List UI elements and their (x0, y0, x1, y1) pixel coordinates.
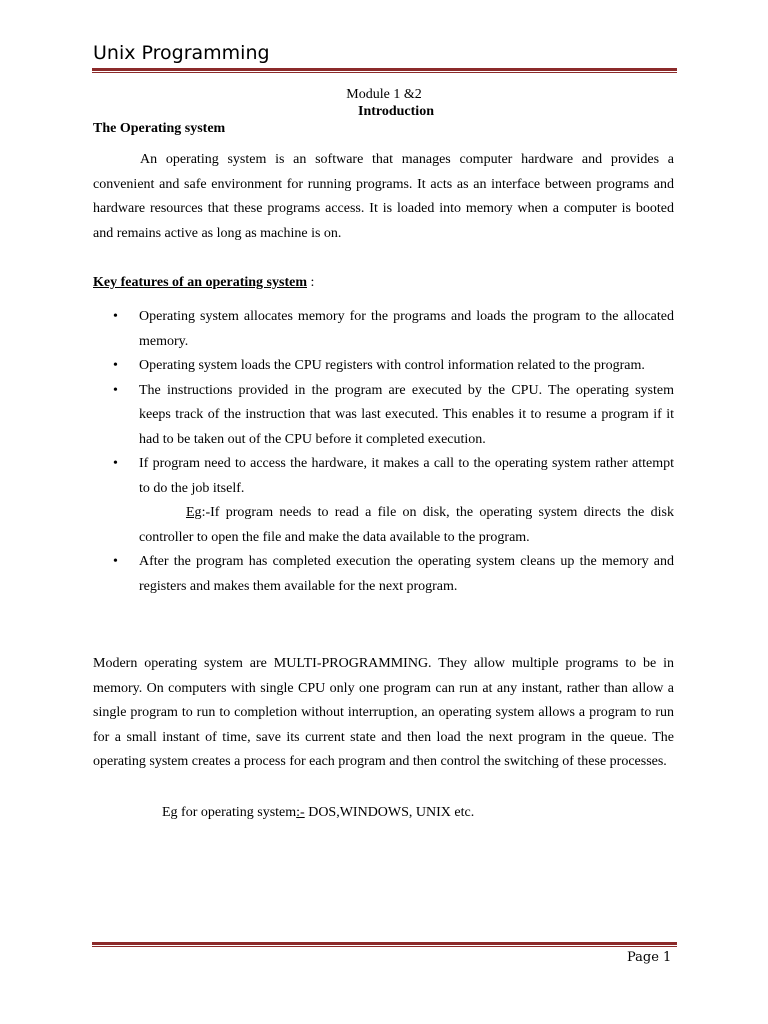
key-features-suffix: : (307, 275, 315, 290)
header-rule (92, 68, 677, 73)
multiprogramming-paragraph: Modern operating system are MULTI-PROGRAMMING. They allow multiple programs to be in memory. On computers with single CPU only one program can run at any instant, rather than allow a single program to run to completion without interruption, an operating system allows a program to run for a small instant of time, save its current state and then load the next program in the queue. The operating system creates a process for each program and then control the switching of these processes. (93, 656, 674, 769)
list-item (93, 550, 674, 599)
final-example-prefix: Eg for operating system (162, 805, 297, 820)
bullet-icon: • (113, 554, 118, 569)
final-example (162, 805, 474, 821)
list-item (93, 452, 674, 501)
list-item (93, 354, 674, 379)
list-item-text: After the program has completed execution the operating system cleans up the memory and registers and makes them available for the next program. (139, 554, 674, 594)
intro-paragraph: An operating system is an software that manages computer hardware and provides a convenient and safe environment for running programs. It acts as an interface between programs and hardware resources that these programs access. It is loaded into memory when a computer is booted and remains active as long as machine is on. (93, 152, 674, 241)
list-item-text: If program need to access the hardware, it makes a call to the operating system rather attempt to do the job itself. (139, 456, 674, 496)
page-number: Page 1 (627, 950, 672, 965)
bullet-icon: • (113, 309, 118, 324)
bullet-icon: • (113, 358, 118, 373)
list-item-text: Operating system loads the CPU registers with control information related to the program. (139, 358, 645, 373)
final-example-text: DOS,WINDOWS, UNIX etc. (304, 805, 475, 820)
list-item-text: The instructions provided in the program are executed by the CPU. The operating system keeps track of the instruction that was last executed. This enables it to resume a program if it had to be taken out of the CPU before it completed execution. (139, 382, 674, 447)
intro-heading: Introduction (358, 104, 434, 119)
example-text: :-If program needs to read a file on disk, the operating system directs the disk controller to open the file and make the data available to the program. (139, 505, 674, 545)
key-features-title: Key features of an operating system (93, 275, 307, 290)
list-item-text: Operating system allocates memory for the programs and loads the program to the allocated memory. (139, 309, 674, 349)
list-item (93, 379, 674, 453)
bullet-icon: • (113, 382, 118, 398)
list-item (93, 305, 674, 354)
module-label: Module 1 &2 (346, 87, 422, 102)
key-features-heading (93, 275, 314, 291)
final-example-sep: :- (296, 805, 305, 820)
example-label: Eg (186, 505, 202, 520)
bullet-icon: • (113, 456, 118, 471)
bullet-example (93, 501, 674, 550)
footer-rule (92, 942, 677, 947)
section-title: The Operating system (93, 121, 226, 136)
features-list (93, 305, 674, 599)
page-header-title: Unix Programming (93, 42, 270, 64)
